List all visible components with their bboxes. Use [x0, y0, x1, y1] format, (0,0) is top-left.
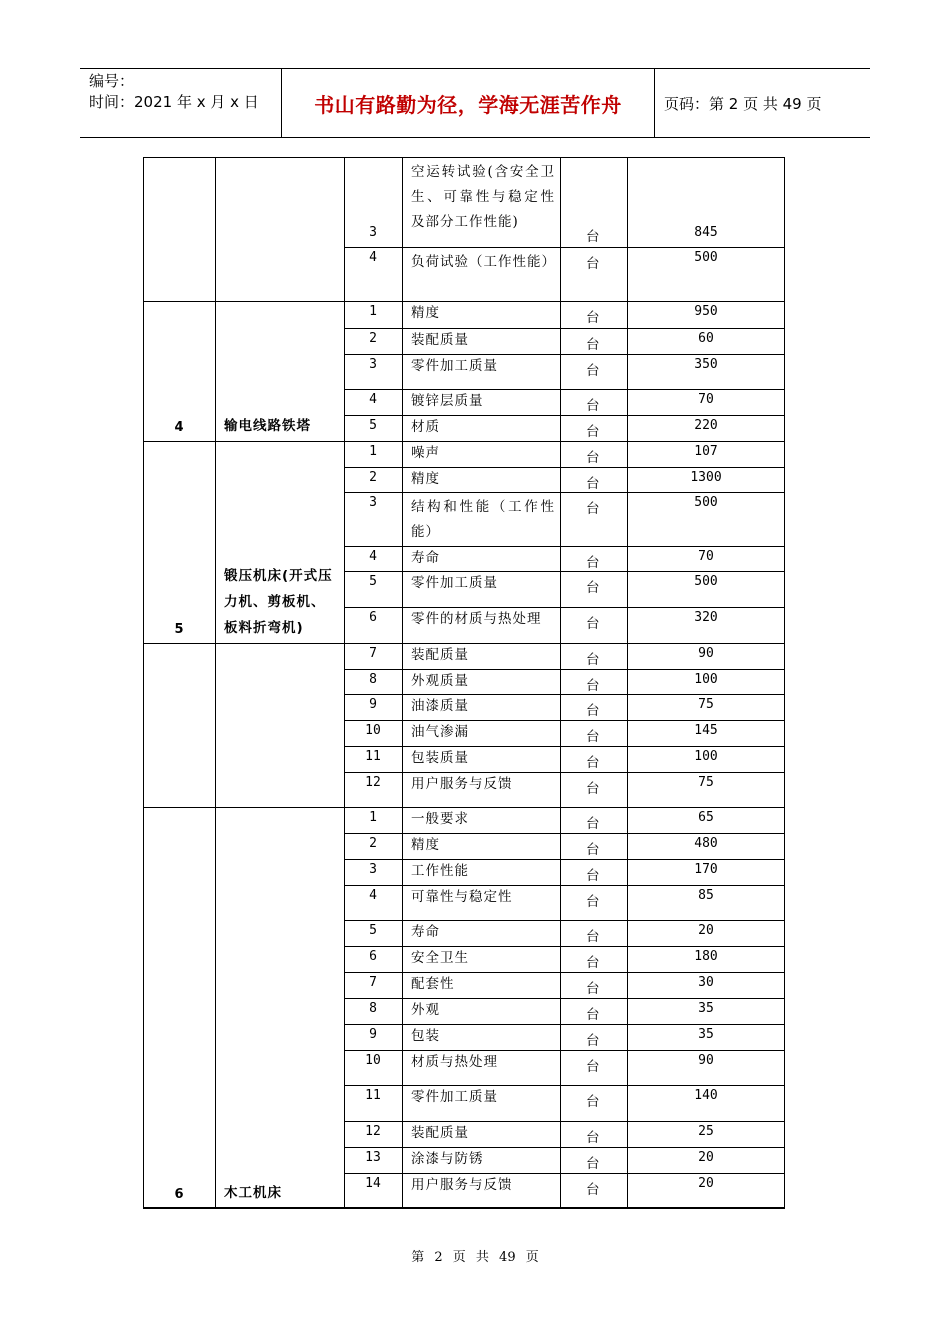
table-column-line — [215, 157, 216, 1208]
row-item-name: 工作性能 — [411, 863, 469, 879]
row-seq-number: 2 — [369, 470, 377, 485]
row-value: 85 — [698, 888, 714, 903]
row-value: 480 — [694, 836, 718, 851]
row-item-name: 零件加工质量 — [411, 575, 498, 591]
row-value: 100 — [694, 672, 718, 687]
row-item-name: 装配质量 — [411, 332, 469, 348]
row-value: 20 — [698, 1150, 714, 1165]
row-value: 20 — [698, 923, 714, 938]
row-unit: 台 — [586, 310, 600, 326]
group-number — [143, 643, 215, 807]
row-seq-number: 9 — [369, 697, 377, 712]
row-seq-number: 11 — [365, 749, 381, 764]
row-unit: 台 — [586, 678, 600, 694]
row-item-name: 安全卫生 — [411, 950, 469, 966]
row-seq-number: 3 — [369, 495, 377, 510]
row-value: 350 — [694, 357, 718, 372]
row-value: 320 — [694, 610, 718, 625]
row-value: 75 — [698, 775, 714, 790]
row-item-name: 一般要求 — [411, 811, 469, 827]
row-seq-number: 3 — [369, 862, 377, 877]
row-item-name: 装配质量 — [411, 647, 469, 663]
row-seq-number: 6 — [369, 610, 377, 625]
group-name: 木工机床 — [224, 1185, 282, 1201]
row-unit: 台 — [586, 1094, 600, 1110]
row-seq-number: 12 — [365, 775, 381, 790]
row-value: 170 — [694, 862, 718, 877]
row-seq-number: 5 — [369, 923, 377, 938]
row-unit: 台 — [586, 616, 600, 632]
row-unit: 台 — [586, 955, 600, 971]
row-value: 60 — [698, 331, 714, 346]
row-seq-number: 1 — [369, 810, 377, 825]
row-unit: 台 — [586, 894, 600, 910]
group-number: 5 — [174, 622, 184, 637]
row-unit: 台 — [586, 424, 600, 440]
row-unit: 台 — [586, 1130, 600, 1146]
row-item-name: 配套性 — [411, 976, 455, 992]
row-item-name: 镀锌层质量 — [411, 393, 484, 409]
row-item-name: 零件的材质与热处理 — [411, 611, 542, 627]
row-item-name: 油漆质量 — [411, 698, 469, 714]
row-seq-number: 5 — [369, 418, 377, 433]
row-value: 107 — [694, 444, 718, 459]
row-unit: 台 — [586, 1182, 600, 1198]
row-unit: 台 — [586, 981, 600, 997]
row-item-name: 精度 — [411, 305, 440, 321]
row-unit: 台 — [586, 476, 600, 492]
header-page-info: 页码：第 2 页 共 49 页 — [664, 95, 822, 113]
row-value: 180 — [694, 949, 718, 964]
header-divider — [654, 69, 655, 137]
group-number — [143, 157, 215, 301]
row-value: 65 — [698, 810, 714, 825]
row-seq-number: 7 — [369, 975, 377, 990]
row-item-name: 材质 — [411, 419, 440, 435]
row-unit: 台 — [586, 501, 600, 517]
row-unit: 台 — [586, 450, 600, 466]
row-unit: 台 — [586, 256, 600, 272]
row-item-name: 装配质量 — [411, 1125, 469, 1141]
row-unit: 台 — [586, 929, 600, 945]
row-seq-number: 8 — [369, 1001, 377, 1016]
row-seq-number: 3 — [369, 225, 377, 240]
row-seq-number: 4 — [369, 250, 377, 265]
row-item-name: 负荷试验（工作性能） — [411, 254, 556, 270]
row-unit: 台 — [586, 1033, 600, 1049]
row-item-name: 外观质量 — [411, 673, 469, 689]
row-value: 25 — [698, 1124, 714, 1139]
row-value: 500 — [694, 574, 718, 589]
row-seq-number: 10 — [365, 723, 381, 738]
row-value: 70 — [698, 392, 714, 407]
row-unit: 台 — [586, 398, 600, 414]
row-unit: 台 — [586, 868, 600, 884]
row-seq-number: 11 — [365, 1088, 381, 1103]
row-seq-number: 4 — [369, 888, 377, 903]
row-value: 75 — [698, 697, 714, 712]
row-unit: 台 — [586, 781, 600, 797]
row-seq-number: 4 — [369, 549, 377, 564]
row-value: 140 — [694, 1088, 718, 1103]
row-seq-number: 5 — [369, 574, 377, 589]
row-item-name: 用户服务与反馈 — [411, 1177, 513, 1193]
table-row-line — [143, 1208, 785, 1209]
group-name: 锻压机床(开式压力机、剪板机、板料折弯机) — [224, 568, 333, 636]
row-item-name: 可靠性与稳定性 — [411, 889, 513, 905]
inspection-items-table — [143, 157, 785, 1208]
row-value: 90 — [698, 646, 714, 661]
row-seq-number: 6 — [369, 949, 377, 964]
row-unit: 台 — [586, 580, 600, 596]
row-unit: 台 — [586, 729, 600, 745]
row-unit: 台 — [586, 1156, 600, 1172]
group-number: 6 — [174, 1187, 184, 1202]
page-header — [80, 68, 870, 138]
row-item-name: 零件加工质量 — [411, 358, 498, 374]
row-seq-number: 8 — [369, 672, 377, 687]
row-value: 500 — [694, 250, 718, 265]
group-name: 输电线路铁塔 — [224, 418, 311, 434]
row-seq-number: 1 — [369, 444, 377, 459]
row-value: 845 — [694, 225, 718, 240]
row-seq-number: 12 — [365, 1124, 381, 1139]
row-value: 35 — [698, 1027, 714, 1042]
row-item-name: 外观 — [411, 1002, 440, 1018]
row-item-name: 用户服务与反馈 — [411, 776, 513, 792]
row-value: 30 — [698, 975, 714, 990]
row-item-name: 噪声 — [411, 445, 440, 461]
row-unit: 台 — [586, 842, 600, 858]
row-item-name: 材质与热处理 — [411, 1054, 498, 1070]
row-item-name: 包装质量 — [411, 750, 469, 766]
row-seq-number: 14 — [365, 1176, 381, 1191]
document-time-label: 时间：2021 年 x 月 x 日 — [89, 93, 259, 111]
row-item-name: 涂漆与防锈 — [411, 1151, 484, 1167]
row-value: 90 — [698, 1053, 714, 1068]
table-row-line — [344, 492, 785, 493]
row-item-name: 精度 — [411, 837, 440, 853]
row-unit: 台 — [586, 1007, 600, 1023]
row-unit: 台 — [586, 363, 600, 379]
row-value: 70 — [698, 549, 714, 564]
row-item-name: 零件加工质量 — [411, 1089, 498, 1105]
row-value: 145 — [694, 723, 718, 738]
row-item-name: 寿命 — [411, 550, 440, 566]
row-seq-number: 9 — [369, 1027, 377, 1042]
row-item-name: 空运转试验(含安全卫生、可靠性与稳定性及部分工作性能) — [411, 164, 555, 230]
row-value: 35 — [698, 1001, 714, 1016]
group-number: 4 — [174, 420, 184, 435]
row-value: 20 — [698, 1176, 714, 1191]
row-seq-number: 4 — [369, 392, 377, 407]
header-meta — [89, 71, 259, 113]
row-seq-number: 2 — [369, 331, 377, 346]
row-unit: 台 — [586, 337, 600, 353]
row-seq-number: 10 — [365, 1053, 381, 1068]
row-seq-number: 7 — [369, 646, 377, 661]
header-motto: 书山有路勤为径，学海无涯苦作舟 — [314, 92, 622, 117]
row-value: 950 — [694, 304, 718, 319]
row-value: 100 — [694, 749, 718, 764]
row-unit: 台 — [586, 1059, 600, 1075]
row-unit: 台 — [586, 652, 600, 668]
row-unit: 台 — [586, 816, 600, 832]
group-name — [224, 157, 339, 301]
row-seq-number: 1 — [369, 304, 377, 319]
document-number-label: 编号： — [89, 72, 135, 90]
row-item-name: 结构和性能（工作性能） — [411, 499, 555, 540]
row-unit: 台 — [586, 755, 600, 771]
row-item-name: 包装 — [411, 1028, 440, 1044]
row-seq-number: 2 — [369, 836, 377, 851]
page-footer: 第 2 页 共 49 页 — [411, 1250, 539, 1265]
row-seq-number: 3 — [369, 357, 377, 372]
row-value: 500 — [694, 495, 718, 510]
row-item-name: 寿命 — [411, 924, 440, 940]
row-value: 1300 — [690, 470, 722, 485]
row-unit: 台 — [586, 229, 600, 245]
group-name — [224, 643, 339, 807]
row-item-name: 油气渗漏 — [411, 724, 469, 740]
row-item-name: 精度 — [411, 471, 440, 487]
row-seq-number: 13 — [365, 1150, 381, 1165]
row-value: 220 — [694, 418, 718, 433]
row-unit: 台 — [586, 703, 600, 719]
row-unit: 台 — [586, 555, 600, 571]
